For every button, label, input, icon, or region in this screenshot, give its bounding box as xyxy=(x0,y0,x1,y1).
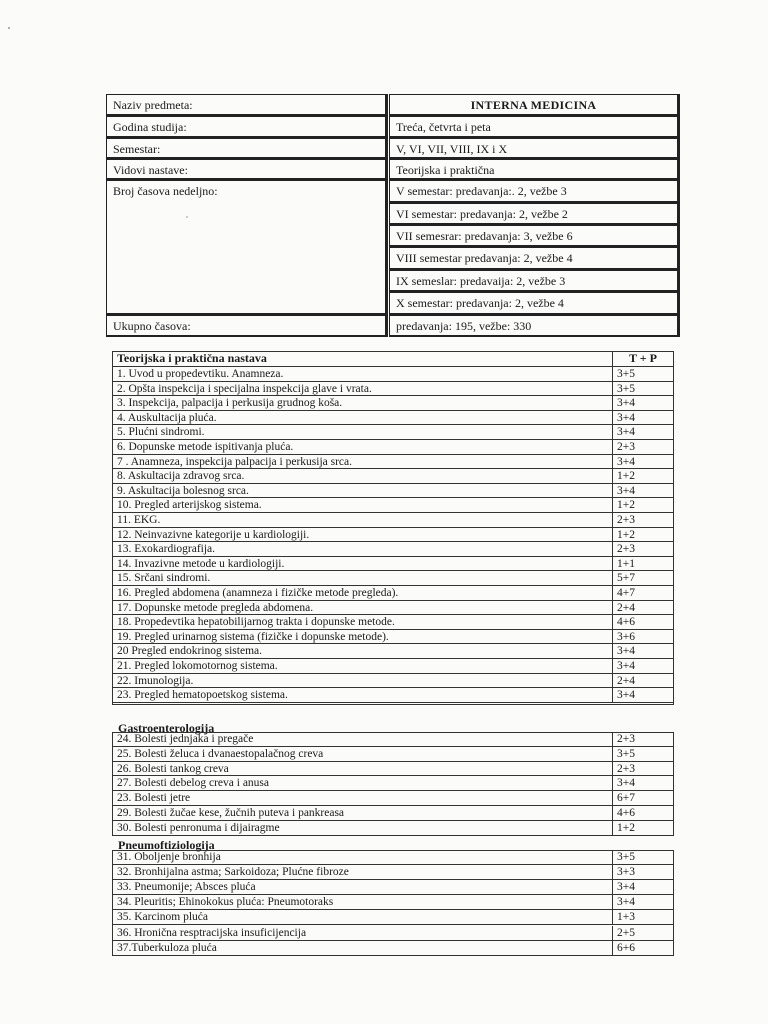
topic-cell: 27. Bolesti debelog creva i anusa xyxy=(112,776,612,791)
table-row xyxy=(112,396,674,411)
tp-cell: 2+3 xyxy=(612,732,674,747)
topic-cell: 17. Dopunske metode pregleda abdomena. xyxy=(112,601,612,616)
label-study-year: Godina studija: xyxy=(106,116,388,138)
topic-cell: 23. Pregled hematopoetskog sistema. xyxy=(112,688,612,703)
topic-cell: 9. Askultacija bolesnog srca. xyxy=(112,484,612,499)
topic-cell: 21. Pregled lokomotornog sistema. xyxy=(112,659,612,674)
topic-cell: 31. Oboljenje bronhija xyxy=(112,850,612,865)
course-info-table xyxy=(106,94,680,337)
total-hours-value: predavanja: 195, vežbe: 330 xyxy=(389,315,680,337)
topic-cell: 20 Pregled endokrinog sistema. xyxy=(112,644,612,659)
table-row xyxy=(112,941,674,956)
table-row xyxy=(112,732,674,747)
tp-cell: 2+4 xyxy=(612,674,674,689)
tp-cell: 3+4 xyxy=(612,411,674,426)
table-row xyxy=(112,821,674,836)
tp-cell: 3+6 xyxy=(612,630,674,645)
table-row xyxy=(112,455,674,470)
teaching-types-value: Teorijska i praktična xyxy=(389,159,680,180)
topic-cell: 5. Plućni sindromi. xyxy=(112,425,612,440)
tp-cell: 1+3 xyxy=(612,910,674,925)
tp-cell: 3+5 xyxy=(612,747,674,762)
tp-cell: 6+7 xyxy=(612,791,674,806)
tp-cell: 3+4 xyxy=(612,776,674,791)
table-row xyxy=(112,557,674,572)
label-teaching-types: Vidovi nastave: xyxy=(106,159,388,180)
tp-cell: 3+4 xyxy=(612,455,674,470)
pneumophthisiology-title: Pneumoftiziologija xyxy=(118,838,215,852)
table-row xyxy=(112,776,674,791)
course-name-value: INTERNA MEDICINA xyxy=(389,94,680,116)
topic-cell: 11. EKG. xyxy=(112,513,612,528)
topic-cell: 24. Bolesti jednjaka i pregače xyxy=(112,732,612,747)
tp-cell: 2+4 xyxy=(612,601,674,616)
topic-cell: 22. Imunologija. xyxy=(112,674,612,689)
weekly-hours-semester-vi: VI semestar: predavanja: 2, vežbe 2 xyxy=(389,203,680,225)
label-course-name: Naziv predmeta: xyxy=(106,94,388,116)
topic-cell: 1. Uvod u propedevtiku. Anamneza. xyxy=(112,367,612,382)
weekly-hours-semester-v: V semestar: predavanja:. 2, vežbe 3 xyxy=(389,180,680,203)
table-row xyxy=(112,411,674,426)
topic-cell: 10. Pregled arterijskog sistema. xyxy=(112,498,612,513)
weekly-hours-semester-viii: VIII semestar predavanja: 2, vežbe 4 xyxy=(389,247,680,270)
topic-cell: 6. Dopunske metode ispitivanja pluća. xyxy=(112,440,612,455)
label-weekly-hours: Broj časova nedeljno: xyxy=(106,180,388,315)
tp-cell: 2+3 xyxy=(612,542,674,557)
topic-cell: 7 . Anamneza, inspekcija palpacija i perkusija srca. xyxy=(112,455,612,470)
tp-cell: 4+6 xyxy=(612,806,674,821)
topic-cell: 3. Inspekcija, palpacija i perkusija grudnog koša. xyxy=(112,396,612,411)
table-row xyxy=(112,498,674,513)
topic-cell: 13. Exokardiografija. xyxy=(112,542,612,557)
tp-cell: 1+2 xyxy=(612,498,674,513)
tp-cell: 3+4 xyxy=(612,396,674,411)
topic-cell: 15. Srčani sindromi. xyxy=(112,571,612,586)
table-row xyxy=(112,926,674,941)
table-row xyxy=(112,571,674,586)
topic-cell: 4. Auskultacija pluća. xyxy=(112,411,612,426)
topic-cell: 36. Hronična resptracijska insuficijencija xyxy=(112,926,612,941)
weekly-hours-semester-vii: VII semesrar: predavanja: 3, vežbe 6 xyxy=(389,225,680,247)
table-row xyxy=(112,747,674,762)
tp-cell: 4+7 xyxy=(612,586,674,601)
topic-cell: 32. Bronhijalna astma; Sarkoidoza; Plućne fibroze xyxy=(112,865,612,880)
table-row xyxy=(112,762,674,777)
table-row xyxy=(112,630,674,645)
table-row xyxy=(112,895,674,910)
label-semester: Semestar: xyxy=(106,138,388,159)
theory-practice-table xyxy=(112,351,674,705)
table-row xyxy=(112,425,674,440)
table-row xyxy=(112,469,674,484)
tp-cell: 3+4 xyxy=(612,644,674,659)
tp-cell: 3+4 xyxy=(612,484,674,499)
tp-cell: 1+2 xyxy=(612,821,674,836)
topic-cell: 25. Bolesti želuca i dvanaestopalačnog creva xyxy=(112,747,612,762)
weekly-hours-semester-ix: IX semeslar: predavaija: 2, vežbe 3 xyxy=(389,270,680,292)
table-row xyxy=(112,513,674,528)
table-row xyxy=(112,865,674,880)
tp-cell: 5+7 xyxy=(612,571,674,586)
pneumophthisiology-table xyxy=(112,850,674,956)
table-header-row xyxy=(112,351,674,367)
table-row xyxy=(112,910,674,925)
topic-cell: 8. Askultacija zdravog srca. xyxy=(112,469,612,484)
topic-cell: 35. Karcinom pluća xyxy=(112,910,612,925)
tp-cell: 2+3 xyxy=(612,440,674,455)
topic-cell: 30. Bolesti penronuma i dijairagme xyxy=(112,821,612,836)
table-row xyxy=(112,542,674,557)
topic-cell: 37.Tuberkuloza pluća xyxy=(112,941,612,956)
tp-cell: 3+4 xyxy=(612,880,674,895)
table-row xyxy=(112,367,674,382)
topic-cell: 14. Invazivne metode u kardiologiji. xyxy=(112,557,612,572)
table-header-tp: T + P xyxy=(612,351,674,367)
tp-cell: 3+4 xyxy=(612,659,674,674)
topic-cell: 26. Bolesti tankog creva xyxy=(112,762,612,777)
table-row xyxy=(112,850,674,865)
label-total-hours: Ukupno časova: xyxy=(106,315,388,337)
table-row xyxy=(112,615,674,630)
topic-cell: 29. Bolesti žučae kese, žučnih puteva i pankreasa xyxy=(112,806,612,821)
tp-cell: 3+4 xyxy=(612,425,674,440)
table-row xyxy=(112,484,674,499)
table-row xyxy=(112,382,674,397)
tp-cell: 3+4 xyxy=(612,688,674,703)
tp-cell: 3+5 xyxy=(612,367,674,382)
table-row xyxy=(112,586,674,601)
tp-cell: 3+4 xyxy=(612,895,674,910)
gastroenterology-table xyxy=(112,732,674,836)
topic-cell: 23. Bolesti jetre xyxy=(112,791,612,806)
tp-cell: 2+3 xyxy=(612,513,674,528)
scan-speck xyxy=(186,216,188,218)
topic-cell: 34. Pleuritis; Ehinokokus pluća: Pneumotoraks xyxy=(112,895,612,910)
scan-speck xyxy=(8,27,10,29)
table-header-topic: Teorijska i praktična nastava xyxy=(112,351,612,367)
table-row xyxy=(112,806,674,821)
table-row xyxy=(112,674,674,689)
topic-cell: 2. Opšta inspekcija i specijalna inspekcija glave i vrata. xyxy=(112,382,612,397)
tp-cell: 1+1 xyxy=(612,557,674,572)
topic-cell: 33. Pneumonije; Absces pluća xyxy=(112,880,612,895)
table-row xyxy=(112,880,674,895)
table-row xyxy=(112,644,674,659)
topic-cell: 18. Propedevtika hepatobilijarnog trakta i dopunske metode. xyxy=(112,615,612,630)
tp-cell: 3+5 xyxy=(612,382,674,397)
table-row xyxy=(112,601,674,616)
table-row xyxy=(112,791,674,806)
tp-cell: 6+6 xyxy=(612,941,674,956)
semester-value: V, VI, VII, VIII, IX i X xyxy=(389,138,680,159)
topic-cell: 12. Neinvazivne kategorije u kardiologiji. xyxy=(112,528,612,543)
table-row xyxy=(112,659,674,674)
tp-cell: 4+6 xyxy=(612,615,674,630)
topic-cell: 16. Pregled abdomena (anamneza i fizičke metode pregleda). xyxy=(112,586,612,601)
table-row xyxy=(112,688,674,703)
tp-cell: 2+5 xyxy=(612,926,674,941)
table-row xyxy=(112,440,674,455)
topic-cell: 19. Pregled urinarnog sistema (fizičke i dopunske metode). xyxy=(112,630,612,645)
table-row xyxy=(112,528,674,543)
tp-cell: 1+2 xyxy=(612,528,674,543)
tp-cell: 1+2 xyxy=(612,469,674,484)
tp-cell: 2+3 xyxy=(612,762,674,777)
tp-cell: 3+3 xyxy=(612,865,674,880)
study-year-value: Treća, četvrta i peta xyxy=(389,116,680,138)
weekly-hours-semester-x: X semestar: predavanja: 2, vežbe 4 xyxy=(389,292,680,315)
gastroenterology-title: Gastroenterologija xyxy=(118,721,215,735)
tp-cell: 3+5 xyxy=(612,850,674,865)
